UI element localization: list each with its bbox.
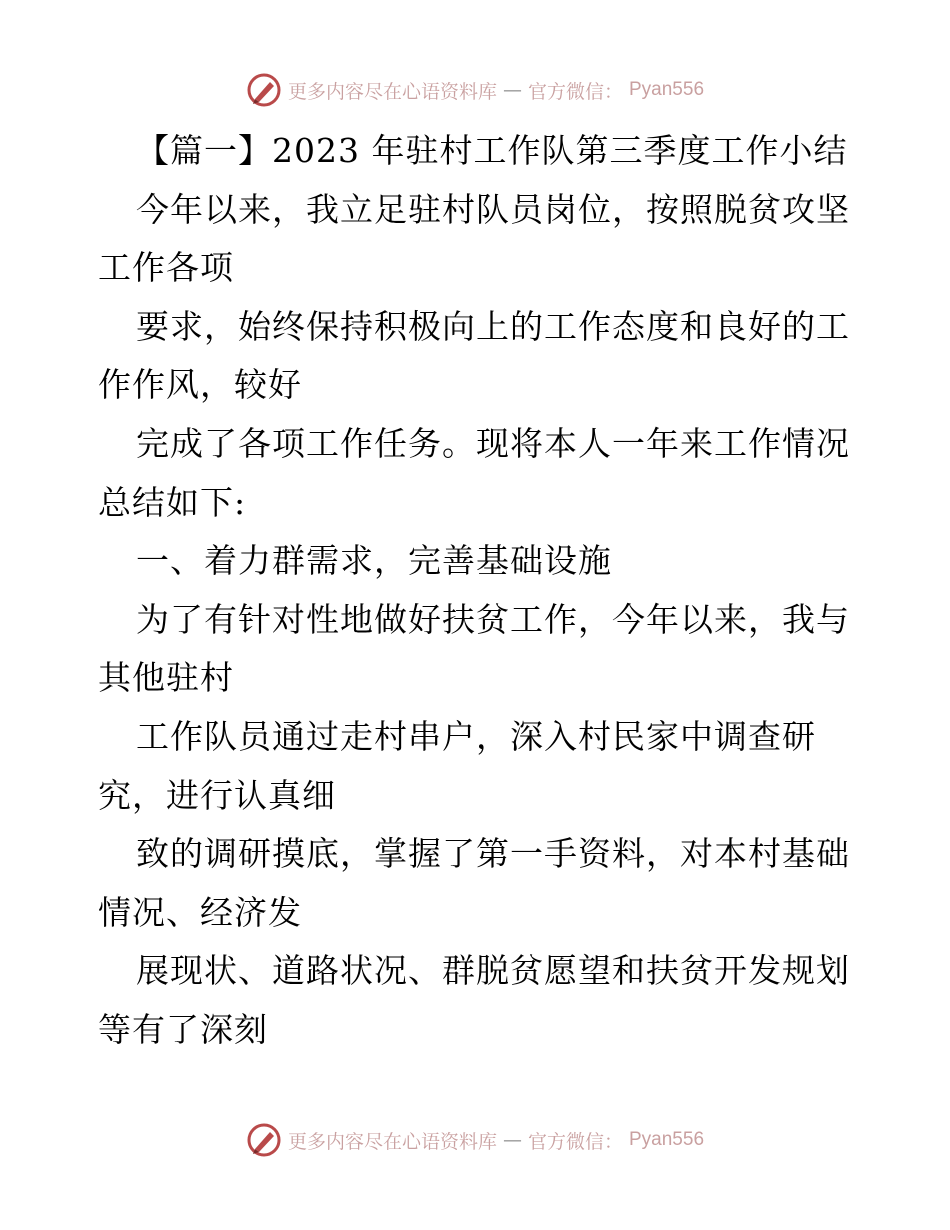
watermark-separator: — [502,1129,522,1151]
pen-logo-icon [246,72,282,108]
header-watermark [0,70,950,110]
paragraph: 展现状、道路状况、群脱贫愿望和扶贫开发规划等有了深刻 [98,951,850,1049]
watermark-text: 更多内容尽在心语资料库 [287,1130,497,1153]
section-heading: 一、着力群需求，完善基础设施 [136,541,612,581]
watermark-wechat-label: 官方微信： [527,80,623,103]
watermark-wechat-id: Pyan556 [629,79,705,100]
watermark-text: 更多内容尽在心语资料库 [287,80,497,103]
footer-watermark [0,1120,950,1160]
paragraph: 今年以来，我立足驻村队员岗位，按照脱贫攻坚工作各项 [98,189,850,288]
paragraph: 要求，始终保持积极向上的工作态度和良好的工作作风，较好 [98,306,850,405]
watermark-separator: — [502,79,522,101]
paragraph: 完成了各项工作任务。现将本人一年来工作情况总结如下: [98,423,850,522]
document-title: 【篇一】2023 年驻村工作队第三季度工作小结 [136,131,848,170]
watermark-wechat-label: 官方微信： [527,1130,623,1153]
watermark-wechat-id: Pyan556 [629,1129,705,1150]
paragraph: 工作队员通过走村串户，深入村民家中调查研究，进行认真细 [98,716,816,815]
paragraph: 为了有针对性地做好扶贫工作，今年以来，我与其他驻村 [98,599,850,698]
pen-logo-icon [246,1122,282,1158]
document-body [98,122,858,1060]
paragraph: 致的调研摸底，掌握了第一手资料，对本村基础情况、经济发 [98,834,850,932]
